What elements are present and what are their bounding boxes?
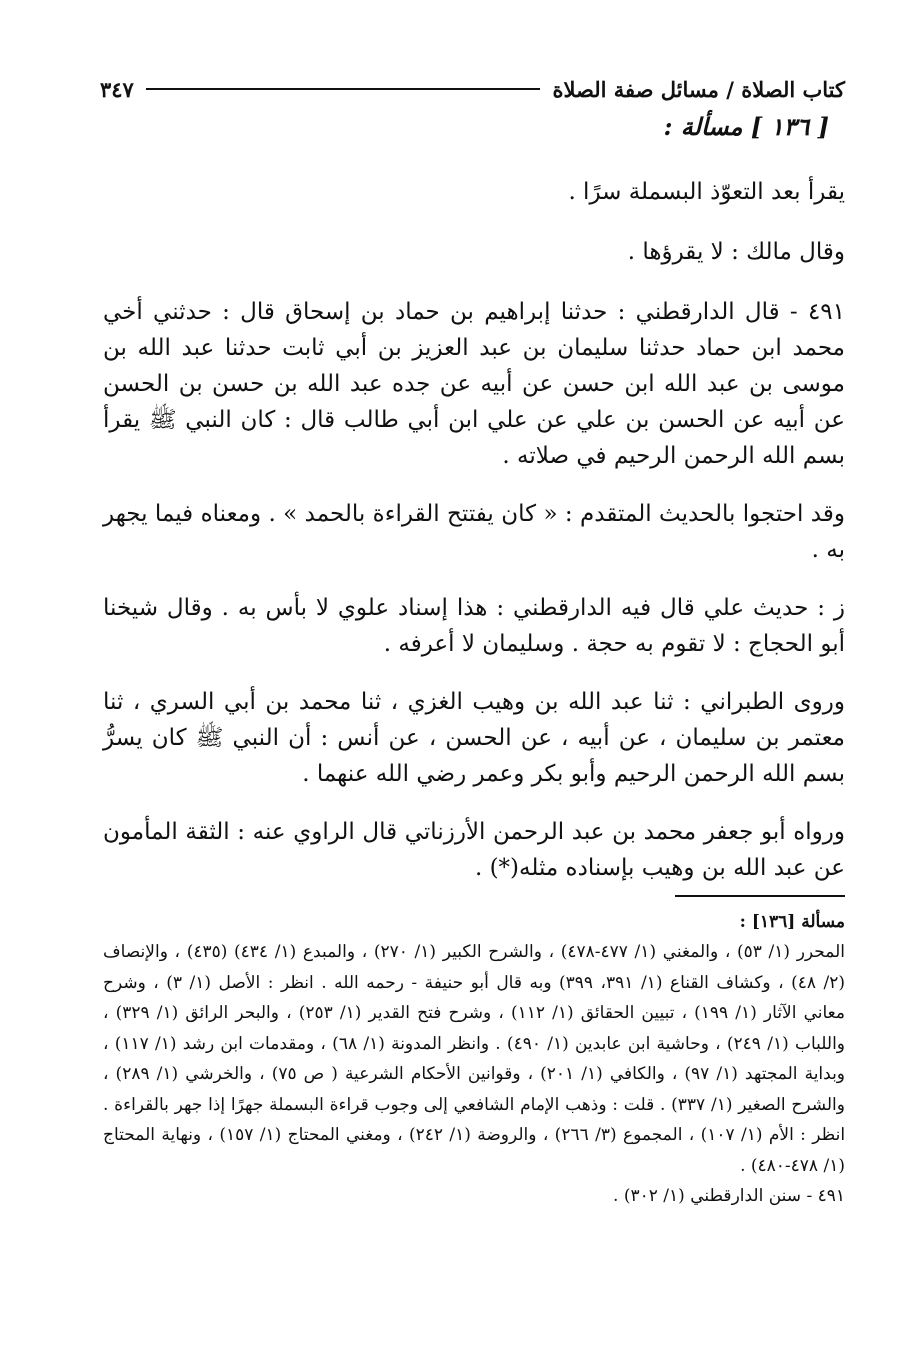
page-number: ٣٤٧ (100, 76, 134, 102)
tabarani-paragraph: وروى الطبراني : ثنا عبد الله بن وهيب الغزي ، ثنا محمد بن أبي السري ، ثنا معتمر بن سليمان ، عن أبيه ، عن الحسن ، عن أنس : أن النبي ﷺ كان يسرُّ بسم الله الرحمن الرحيم وأبو بكر وعمر رضي الله عنهما . (103, 689, 845, 787)
running-header (100, 72, 845, 106)
running-title: كتاب الصلاة / مسائل صفة الصلاة (552, 76, 845, 102)
footnote-ref-491: ٤٩١ - سنن الدارقطني (١/ ٣٠٢) . (613, 1186, 845, 1206)
malik-opinion: وقال مالك : لا يقرؤها . (627, 239, 845, 265)
main-text (103, 112, 845, 886)
ruling-line: يقرأ بعد التعوّذ البسملة سرًا . (568, 179, 845, 205)
critique-paragraph: ز : حديث علي قال فيه الدارقطني : هذا إسناد علوي لا بأس به . وقال شيخنا أبو الحجاج : لا تقوم به حجة . وسليمان لا أعرفه . (103, 595, 845, 657)
masala-heading: [ ١٣٦ ] مسألة : (663, 112, 829, 141)
arzanati-paragraph: ورواه أبو جعفر محمد بن عبد الرحمن الأرزناتي قال الراوي عنه : الثقة المأمون عن عبد الله بن وهيب بإسناده مثله(*) . (103, 819, 845, 881)
footnotes (103, 895, 845, 1211)
hadith-491-paragraph: ٤٩١ - قال الدارقطني : حدثنا إبراهيم بن حماد بن إسحاق قال : حدثني أخي محمد ابن حماد حدثنا سليمان بن عبد العزيز بن أبي ثابت حدثنا عبد الله بن موسى بن عبد الله ابن حسن عن أبيه عن جده عبد الله بن حسن بن الحسن عن أبيه عن الحسن بن علي عن علي ابن أبي طالب قال : كان النبي ﷺ يقرأ بسم الله الرحمن الرحيم في صلاته . (103, 299, 845, 469)
header-rule (146, 88, 541, 90)
footnote-body: المحرر (١/ ٥٣) ، والمغني (١/ ٤٧٧-٤٧٨) ، والشرح الكبير (١/ ٢٧٠) ، والمبدع (١/ ٤٣٤) (٤٣٥) ، والإنصاف (٢/ ٤٨) ، وكشاف القناع (١/ ٣٩١، ٣٩٩) وبه قال أبو حنيفة - رحمه الله . انظر : الأصل (١/ ٣) ، وشرح معاني الآثار (١/ ١٩٩) ، تبيين الحقائق (١/ ١١٢) ، وشرح فتح القدير (١/ ٢٥٣) ، والبحر الرائق (١/ ٣٢٩) ، واللباب (١/ ٢٤٩) ، وحاشية ابن عابدين (١/ ٤٩٠) . وانظر المدونة (١/ ٦٨) ، ومقدمات ابن رشد (١/ ١١٧) ، وبداية المجتهد (١/ ٩٧) ، والكافي (١/ ٢٠١) ، وقوانين الأحكام الشرعية ( ص ٧٥) ، والخرشي (١/ ٢٨٩) ، والشرح الصغير (١/ ٣٣٧) . قلت : وذهب الإمام الشافعي إلى وجوب قراءة البسملة جهرًا إذا جهر بالقراءة . انظر : الأم (١/ ١٠٧) ، المجموع (٣/ ٢٦٦) ، والروضة (١/ ٢٤٢) ، ومغني المحتاج (١/ ١٥٧) ، ونهاية المحتاج (١/ ٤٧٨-٤٨٠) . (103, 942, 846, 1176)
footnote-rule (675, 895, 845, 897)
footnote-heading: مسألة [١٣٦] : (739, 912, 845, 932)
argument-paragraph: وقد احتجوا بالحديث المتقدم : « كان يفتتح القراءة بالحمد » . ومعناه فيما يجهر به . (103, 501, 845, 563)
